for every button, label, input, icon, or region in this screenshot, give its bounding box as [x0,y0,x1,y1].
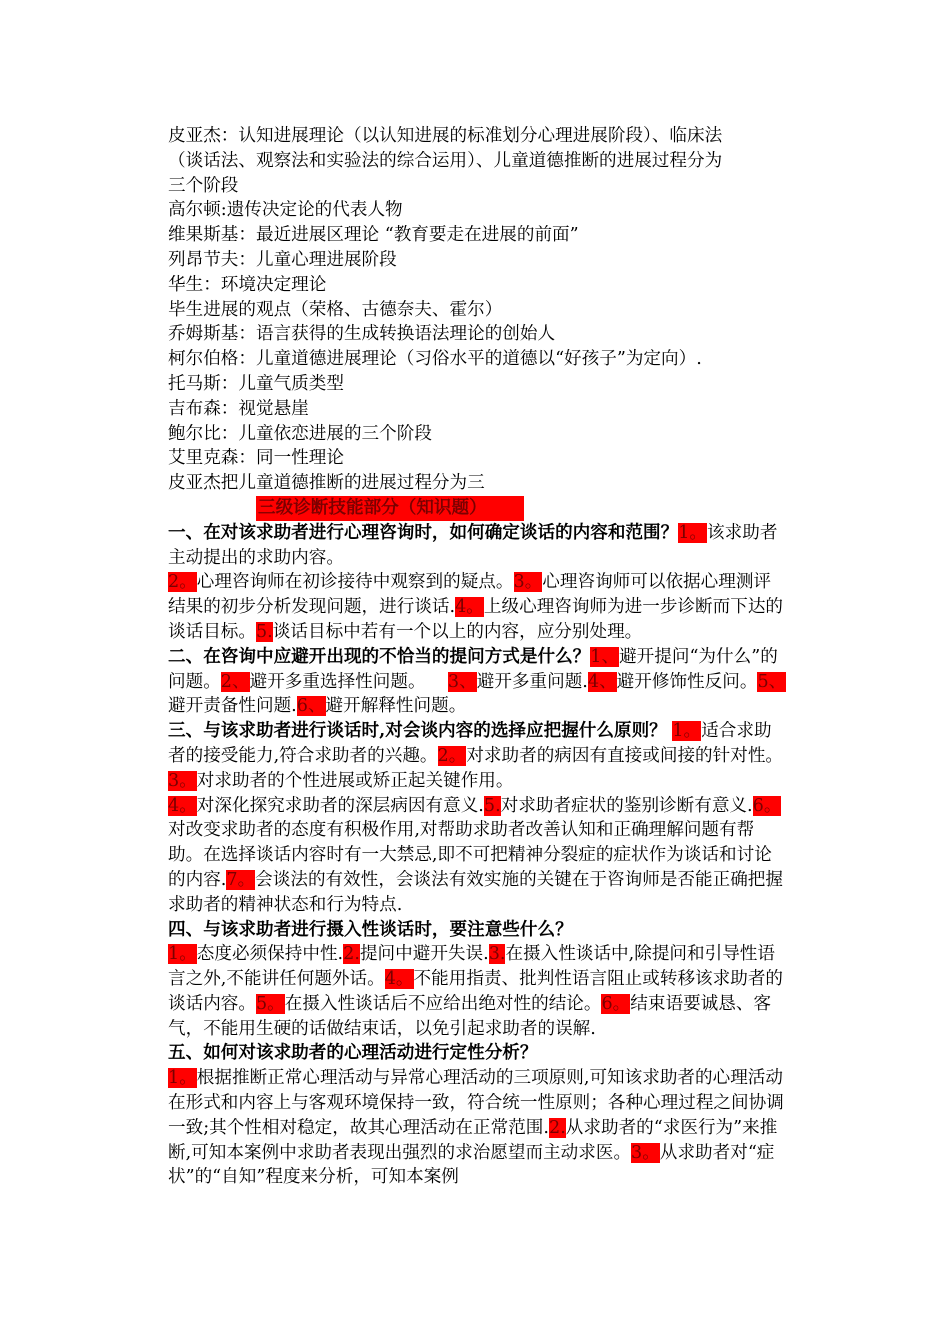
answer-text: 结束语要诚恳、客气，不能用生硬的话做结束话，以免引起求助者的误解. [168,993,772,1039]
question-5-heading: 五、如何对该求助者的心理活动进行定性分析？ [168,1042,538,1064]
item-marker: 5。 [255,993,285,1014]
answer-text: 谈话目标中若有一个以上的内容，应分别处理。 [272,621,643,642]
intro-line: （谈话法、观察法和实验法的综合运用）、儿童道德推断的进展过程分为 [168,150,723,171]
question-3-block [168,719,788,793]
item-marker: 6。 [752,795,782,816]
intro-line: 列昂节夫：儿童心理进展阶段 [168,249,397,270]
intro-line: 托马斯：儿童气质类型 [168,373,344,394]
question-4-answers [168,942,788,1041]
item-marker: 7。 [226,869,256,890]
answer-text: 避开提问“为什么”的问题。 [168,646,778,692]
item-marker: 2. [343,944,360,965]
intro-line: 皮亚杰：认知进展理论（以认知进展的标准划分心理进展阶段）、临床法 [168,126,723,146]
question-5-block [168,1041,788,1066]
answer-text: 对求助者症状的鉴别诊断有意义. [500,795,753,816]
question-1-answers [168,570,788,644]
answer-text: 心理咨询师可以依据心理测评结果的初步分析发现问题，进行谈话. [168,572,772,618]
section-title: 三级诊断技能部分（知识题） [256,496,524,521]
item-marker: 5、 [757,671,787,692]
answer-text: 不能用指责、批判性语言阻止或转移该求助者的谈话内容。 [168,969,784,1014]
answer-text: 对求助者的个性进展或矫正起关键作用。 [196,770,514,791]
answer-text: 避开解释性问题。 [325,696,467,717]
answer-text: 根据推断正常心理活动与异常心理活动的三项原则,可知该求助者的心理活动在形式和内容上与客观环境保持一致，符合统一性原则；各种心理过程之间协调一致;其个性相对稳定，故其心理活动在正常范围. [168,1068,784,1138]
item-marker: 2、 [220,671,250,692]
answer-text: 在摄入性谈话后不应给出绝对性的结论。 [284,993,602,1014]
question-3-heading: 三、与该求助者进行谈话时,对会谈内容的选择应把握什么原则？ [168,720,667,742]
question-2-block [168,645,788,719]
answer-text: 对深化探究求助者的深层病因有意义. [196,795,484,816]
item-marker: 2。 [437,745,467,766]
item-marker: 1。 [672,721,702,742]
answer-text: 态度必须保持中性. [196,944,344,965]
question-4-block [168,918,788,943]
document-page [168,124,788,1190]
question-1-heading: 一、在对该求助者进行心理咨询时，如何确定谈话的内容和范围？ [168,521,679,543]
answer-text: 从求助者的“求医行为”来推断,可知本案例中求助者表现出强烈的求治愿望而主动求医。 [168,1117,778,1163]
item-marker: 4。 [168,795,197,816]
intro-line: 三个阶段 [168,175,239,196]
answer-text: 上级心理咨询师为进一步诊断而下达的谈话目标。 [168,597,784,642]
answer-text: 避开修饰性反问。 [616,671,758,692]
item-marker: 3。 [168,770,197,791]
item-marker: 6。 [601,993,631,1014]
answer-text: 对求助者的病因有直接或间接的针对性。 [466,745,784,766]
item-marker: 3、 [447,671,477,692]
item-marker: 6、 [296,696,326,717]
item-marker: 1。 [168,944,197,965]
intro-line: 华生：环境决定理论 [168,274,327,295]
answer-text: 避开多重问题. [476,671,588,692]
item-marker: 1。 [168,1068,197,1089]
answer-text: 适合求助者的接受能力,符合求助者的兴趣。 [168,721,772,766]
answer-text: 会谈法的有效性，会谈法有效实施的关键在于咨询师是否能正确把握求助者的精神状态和行为特点. [168,869,783,915]
intro-line: 艾里克森：同一性理论 [168,448,344,469]
question-5-answers [168,1066,788,1190]
answer-text: 心理咨询师在初诊接待中观察到的疑点。 [196,572,514,593]
answer-text: 从求助者对“症状”的“自知”程度来分析，可知本案例 [168,1142,775,1188]
item-marker: 5. [483,795,501,816]
answer-text: 对改变求助者的态度有积极作用,对帮助求助者改善认知和正确理解问题有帮助。在选择谈话内容时有一大禁忌,即不可把精神分裂症的症状作为谈话和讨论的内容. [168,820,772,890]
intro-line: 柯尔伯格：儿童道德进展理论（习俗水平的道德以“好孩子”为定向）. [168,349,702,370]
item-marker: 1、 [590,646,620,667]
item-marker: 5. [255,621,273,642]
item-marker: 4。 [384,969,414,990]
item-marker: 3。 [631,1142,660,1163]
intro-line: 皮亚杰把儿童道德推断的进展过程分为三 [168,473,485,494]
intro-line: 高尔顿:遗传决定论的代表人物 [168,200,403,221]
item-marker: 1。 [678,522,708,543]
answer-text: 该求助者主动提出的求助内容。 [168,522,778,568]
item-marker: 3。 [513,572,543,593]
item-marker: 2。 [168,572,197,593]
intro-line: 毕生进展的观点（荣格、古德奈夫、霍尔） [168,299,503,320]
item-marker: 2. [549,1117,566,1138]
intro-line: 吉布森：视觉悬崖 [168,398,309,419]
answer-text: 提问中避开失误. [359,944,489,965]
question-4-heading: 四、与该求助者进行摄入性谈话时，要注意些什么？ [168,918,573,940]
question-3-answers [168,794,788,918]
intro-line: 鲍尔比：儿童依恋进展的三个阶段 [168,423,432,444]
intro-line: 乔姆斯基：语言获得的生成转换语法理论的创始人 [168,324,556,345]
answer-text: 避开责备性问题. [168,696,297,717]
intro-section [168,124,788,496]
answer-text: 避开多重选择性问题。 [249,671,426,692]
question-2-heading: 二、在咨询中应避开出现的不恰当的提问方式是什么？ [168,645,591,667]
question-1-block [168,521,788,571]
intro-line: 维果斯基：最近进展区理论 “教育要走在进展的前面” [168,225,579,246]
item-marker: 4。 [455,597,484,618]
item-marker: 3. [488,944,506,965]
answer-text: 在摄入性谈话中,除提问和引导性语言之外,不能讲任何题外话。 [168,944,775,990]
item-marker: 4、 [587,671,617,692]
